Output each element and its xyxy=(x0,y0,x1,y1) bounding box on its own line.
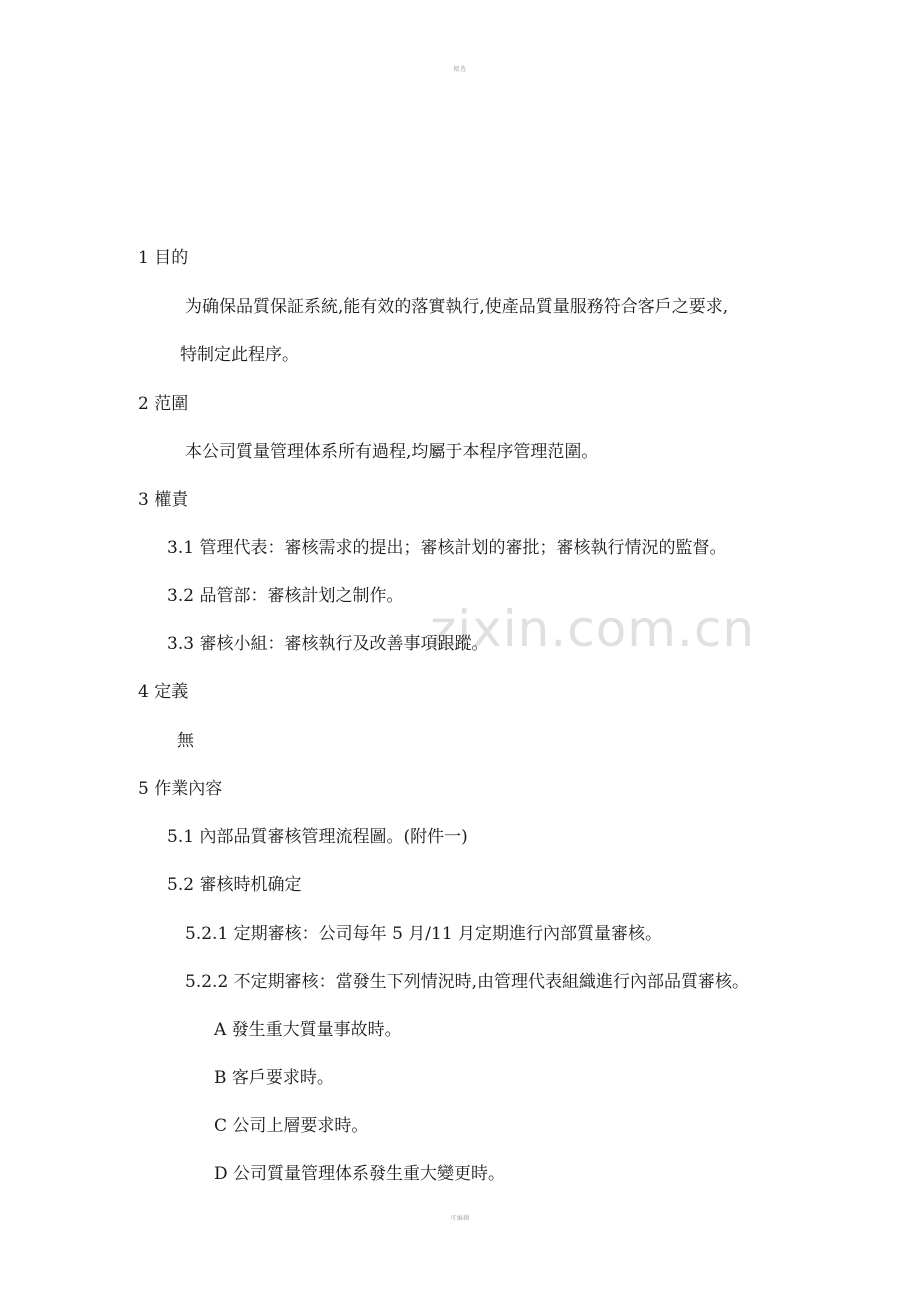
watermark: zixin.com.cn xyxy=(430,600,756,658)
item-5-2-2: 5.2.2 不定期審核：當發生下列情況時,由管理代表組織進行內部品質審核。 xyxy=(185,972,750,992)
sub-item-c: C 公司上層要求時。 xyxy=(214,1116,369,1136)
section-4-heading: 4 定義 xyxy=(138,682,189,702)
section-2-body: 本公司質量管理体系所有過程,均屬于本程序管理范圍。 xyxy=(185,442,599,462)
sub-item-d: D 公司質量管理体系發生重大變更時。 xyxy=(214,1164,506,1184)
footer-mark: 可编辑 xyxy=(450,1215,470,1222)
item-5-1: 5.1 內部品質審核管理流程圖。(附件一) xyxy=(167,827,468,847)
section-5-heading: 5 作業內容 xyxy=(138,779,223,799)
section-4-body: 無 xyxy=(177,731,194,751)
item-3-1: 3.1 管理代表：審核需求的提出；審核計划的審批；審核執行情況的監督。 xyxy=(167,538,727,558)
section-2-heading: 2 范圍 xyxy=(138,394,189,414)
sub-item-b: B 客戶要求時。 xyxy=(214,1068,334,1088)
section-1-heading: 1 目的 xyxy=(138,248,189,268)
item-5-2-1: 5.2.1 定期審核：公司每年 5 月/11 月定期進行內部質量審核。 xyxy=(185,924,663,944)
sub-item-a: A 發生重大質量事故時。 xyxy=(214,1020,402,1040)
section-1-body-line-2: 特制定此程序。 xyxy=(180,345,299,365)
item-5-2: 5.2 審核時机确定 xyxy=(167,875,302,895)
item-3-2: 3.2 品管部：審核計划之制作。 xyxy=(167,586,404,606)
section-3-heading: 3 權責 xyxy=(138,490,189,510)
section-1-body-line-1: 为确保品質保証系統,能有效的落實執行,使產品質量服務符合客戶之要求, xyxy=(185,297,729,317)
item-3-3: 3.3 審核小組：審核執行及改善事項跟蹤。 xyxy=(167,634,489,654)
header-mark: 精选 xyxy=(453,66,467,73)
